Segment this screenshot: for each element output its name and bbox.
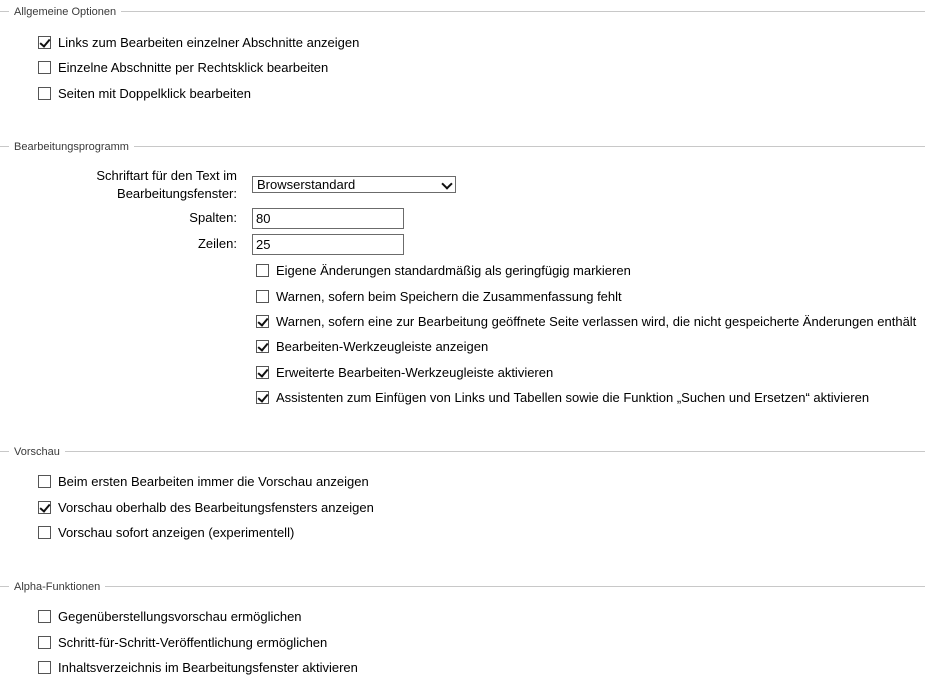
checkbox[interactable] xyxy=(256,391,269,404)
checkmark-icon xyxy=(257,366,268,378)
option-label[interactable]: Warnen, sofern eine zur Bearbeitung geöffnete Seite verlassen wird, die nicht gespeicherte Änderungen enthält xyxy=(276,314,917,329)
checkbox[interactable] xyxy=(38,475,51,488)
checkbox[interactable] xyxy=(38,610,51,623)
checkbox[interactable] xyxy=(38,501,51,514)
option-label[interactable]: Eigene Änderungen standardmäßig als geringfügig markieren xyxy=(276,263,631,278)
checkbox[interactable] xyxy=(38,526,51,539)
columns-input[interactable] xyxy=(252,208,404,229)
option-label[interactable]: Vorschau oberhalb des Bearbeitungsfensters anzeigen xyxy=(58,500,374,515)
section-title: Vorschau xyxy=(9,445,65,459)
divider xyxy=(0,11,925,12)
checkmark-icon xyxy=(39,501,50,513)
divider xyxy=(0,146,925,147)
rows-input[interactable] xyxy=(252,234,404,255)
checkbox[interactable] xyxy=(38,61,51,74)
option-label[interactable]: Assistenten zum Einfügen von Links und Tabellen sowie die Funktion „Suchen und Ersetzen“ aktivieren xyxy=(276,390,870,405)
section-title: Allgemeine Optionen xyxy=(9,5,121,19)
option-label[interactable]: Seiten mit Doppelklick bearbeiten xyxy=(58,86,251,101)
option-label[interactable]: Vorschau sofort anzeigen (experimentell) xyxy=(58,525,295,540)
editor-legend xyxy=(0,140,925,154)
option-label[interactable]: Einzelne Abschnitte per Rechtsklick bearbeiten xyxy=(58,60,329,75)
section-title: Bearbeitungsprogramm xyxy=(9,140,134,154)
checkbox[interactable] xyxy=(256,366,269,379)
option-label[interactable]: Links zum Bearbeiten einzelner Abschnitte anzeigen xyxy=(58,35,360,50)
checkbox[interactable] xyxy=(38,36,51,49)
option-label[interactable]: Schritt-für-Schritt-Veröffentlichung ermöglichen xyxy=(58,635,328,650)
section-title: Alpha-Funktionen xyxy=(9,580,105,594)
checkbox[interactable] xyxy=(256,315,269,328)
option-label[interactable]: Warnen, sofern beim Speichern die Zusammenfassung fehlt xyxy=(276,289,622,304)
rows-value: 25 xyxy=(256,237,271,252)
checkbox[interactable] xyxy=(38,636,51,649)
divider xyxy=(0,451,925,452)
checkbox[interactable] xyxy=(38,661,51,674)
font-label-line1: Schriftart für den Text im xyxy=(96,168,237,183)
option-label[interactable]: Gegenüberstellungsvorschau ermöglichen xyxy=(58,609,302,624)
columns-label: Spalten: xyxy=(189,210,237,225)
alpha-legend xyxy=(0,580,925,594)
checkbox[interactable] xyxy=(256,290,269,303)
checkmark-icon xyxy=(257,315,268,327)
option-label[interactable]: Beim ersten Bearbeiten immer die Vorschau anzeigen xyxy=(58,474,369,489)
checkbox[interactable] xyxy=(38,87,51,100)
preview-legend xyxy=(0,445,925,459)
option-label[interactable]: Erweiterte Bearbeiten-Werkzeugleiste aktivieren xyxy=(276,365,554,380)
option-label[interactable]: Inhaltsverzeichnis im Bearbeitungsfenster aktivieren xyxy=(58,660,358,675)
checkmark-icon xyxy=(39,36,50,48)
font-select-value: Browserstandard xyxy=(257,177,356,192)
checkbox[interactable] xyxy=(256,264,269,277)
columns-value: 80 xyxy=(256,211,271,226)
rows-label: Zeilen: xyxy=(197,236,237,251)
checkmark-icon xyxy=(257,391,268,403)
option-label[interactable]: Bearbeiten-Werkzeugleiste anzeigen xyxy=(276,339,489,354)
general-options-legend xyxy=(0,5,925,19)
checkbox[interactable] xyxy=(256,340,269,353)
divider xyxy=(0,586,925,587)
checkmark-icon xyxy=(257,340,268,352)
font-label-line2: Bearbeitungsfenster: xyxy=(117,186,237,201)
font-select[interactable] xyxy=(252,176,456,193)
chevron-down-icon xyxy=(441,178,452,189)
